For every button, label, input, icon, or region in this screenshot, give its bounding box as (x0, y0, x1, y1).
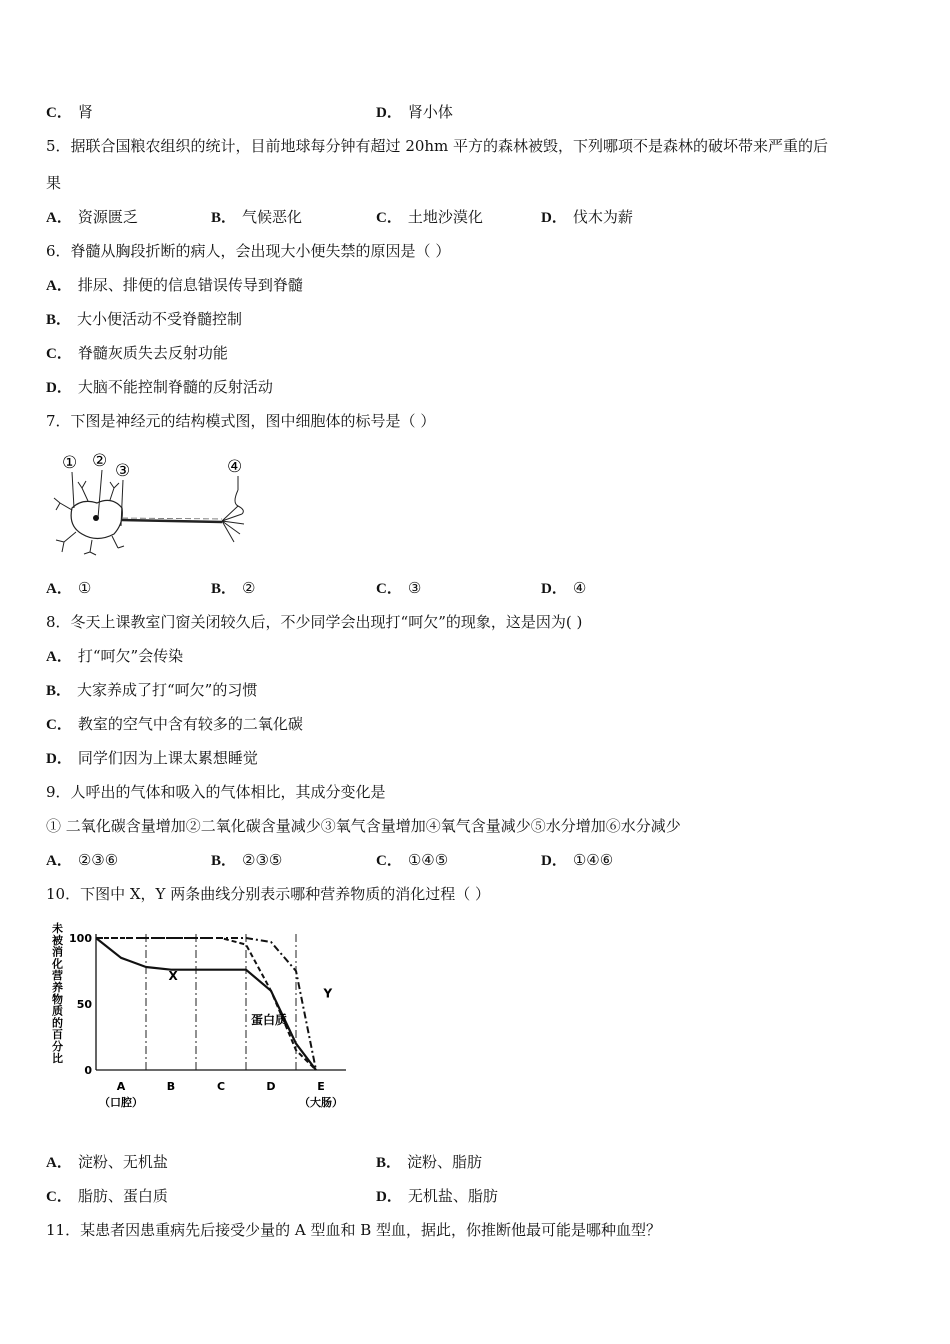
neuron-label-3: ③ (115, 461, 131, 481)
q5-stem-line2: 果 (46, 174, 62, 192)
ylabel-char: 未 (52, 922, 63, 935)
ylabel-char: 营 (52, 969, 63, 983)
q5-option-a: A． 资源匮乏 (46, 208, 138, 226)
x-category-note: （大肠） (299, 1096, 343, 1109)
q9-option-a: A． ②③⑥ (46, 851, 119, 869)
neuron-label-1: ① (62, 453, 78, 473)
series-line-Y (96, 938, 316, 1070)
chart-axes (69, 932, 346, 1109)
q5-option-b: B． 气候恶化 (211, 208, 303, 226)
q9-option-c: C． ①④⑤ (376, 851, 449, 869)
ylabel-char: 比 (52, 1051, 63, 1065)
ylabel-char: 养 (52, 981, 63, 994)
ylabel-char: 质 (52, 1004, 63, 1018)
q7-option-c: C． ③ (376, 579, 422, 597)
q10-option-a: A． 淀粉、无机盐 (46, 1153, 168, 1171)
q7-stem: 7．下图是神经元的结构模式图，图中细胞体的标号是（ ） (46, 412, 436, 430)
series-line-X (96, 938, 316, 1070)
q8-stem: 8．冬天上课教室门窗关闭较久后，不少同学会出现打“呵欠”的现象，这是因为( ) (46, 613, 583, 631)
digestion-chart (46, 918, 356, 1118)
q11-stem: 11．某患者因患重病先后接受少量的 A 型血和 B 型血，据此，你推断他最可能是哪种血型？ (46, 1221, 662, 1239)
ylabel-char: 分 (52, 1040, 63, 1053)
y-tick-label: 50 (76, 998, 92, 1011)
q9-items: ① 二氧化碳含量增加②二氧化碳含量减少③氧气含量增加④氧气含量减少⑤水分增加⑥水分减少 (46, 817, 681, 835)
q7-option-a: A． ① (46, 579, 92, 597)
series-label-x: X (168, 969, 178, 984)
series-label-protein: 蛋白质 (251, 1012, 288, 1027)
chart-labels (169, 969, 333, 1027)
q8-option-a: A． 打“呵欠”会传染 (46, 647, 184, 665)
q5-stem-line1: 5．据联合国粮农组织的统计，目前地球每分钟有超过 20hm 平方的森林被毁，下列哪项不是森林的破坏带来严重的后 (46, 137, 829, 155)
q5-option-c: C． 土地沙漠化 (376, 208, 483, 226)
q7-option-b: B． ② (211, 579, 256, 597)
q9-stem: 9．人呼出的气体和吸入的气体相比，其成分变化是 (46, 783, 386, 801)
q10-option-c: C． 脂肪、蛋白质 (46, 1187, 168, 1205)
q8-option-b: B． 大家养成了打“呵欠”的习惯 (46, 681, 258, 699)
x-category-label: D (266, 1080, 276, 1093)
q6-option-d: D． 大脑不能控制脊髓的反射活动 (46, 378, 273, 396)
chart-ylabel (51, 921, 64, 1065)
ylabel-char: 百 (52, 1028, 63, 1042)
neuron-label-4: ④ (227, 457, 243, 477)
q5-option-d: D． 伐木为薪 (541, 208, 633, 226)
q10-option-b: B． 淀粉、脂肪 (376, 1153, 483, 1171)
x-category-label: C (216, 1080, 226, 1093)
q8-option-d: D． 同学们因为上课太累想睡觉 (46, 749, 258, 767)
q6-stem: 6．脊髓从胸段折断的病人，会出现大小便失禁的原因是（ ） (46, 242, 451, 260)
q10-stem: 10．下图中 X，Y 两条曲线分别表示哪种营养物质的消化过程（ ） (46, 885, 490, 903)
ylabel-char: 被 (52, 933, 63, 947)
q9-option-b: B． ②③⑤ (211, 851, 283, 869)
x-category-label: A (116, 1080, 126, 1093)
neuron-label-2: ② (92, 451, 108, 471)
q7-option-d: D． ④ (541, 579, 587, 597)
x-category-label: E (317, 1080, 325, 1093)
q10-option-d: D． 无机盐、脂肪 (376, 1187, 498, 1205)
ylabel-char: 物 (52, 992, 63, 1006)
ylabel-char: 的 (52, 1016, 63, 1030)
ylabel-char: 消 (52, 945, 63, 959)
q6-option-a: A． 排尿、排便的信息错误传导到脊髓 (46, 276, 303, 294)
neuron-diagram (52, 448, 257, 556)
series-line-蛋白质 (96, 938, 316, 1070)
q4-option-c: C． 肾 (46, 103, 93, 121)
y-tick-label: 100 (69, 932, 92, 945)
x-category-note: （口腔） (99, 1096, 143, 1109)
y-tick-label: 0 (84, 1064, 92, 1077)
q6-option-b: B． 大小便活动不受脊髓控制 (46, 310, 243, 328)
q4-option-d: D． 肾小体 (376, 103, 453, 121)
x-category-label: B (166, 1080, 176, 1093)
q6-option-c: C． 脊髓灰质失去反射功能 (46, 344, 228, 362)
series-label-y: Y (323, 986, 333, 1001)
chart-region-dividers (146, 934, 296, 1070)
chart-series (96, 938, 316, 1070)
ylabel-char: 化 (52, 957, 63, 971)
q9-option-d: D． ①④⑥ (541, 851, 614, 869)
q8-option-c: C． 教室的空气中含有较多的二氧化碳 (46, 715, 303, 733)
